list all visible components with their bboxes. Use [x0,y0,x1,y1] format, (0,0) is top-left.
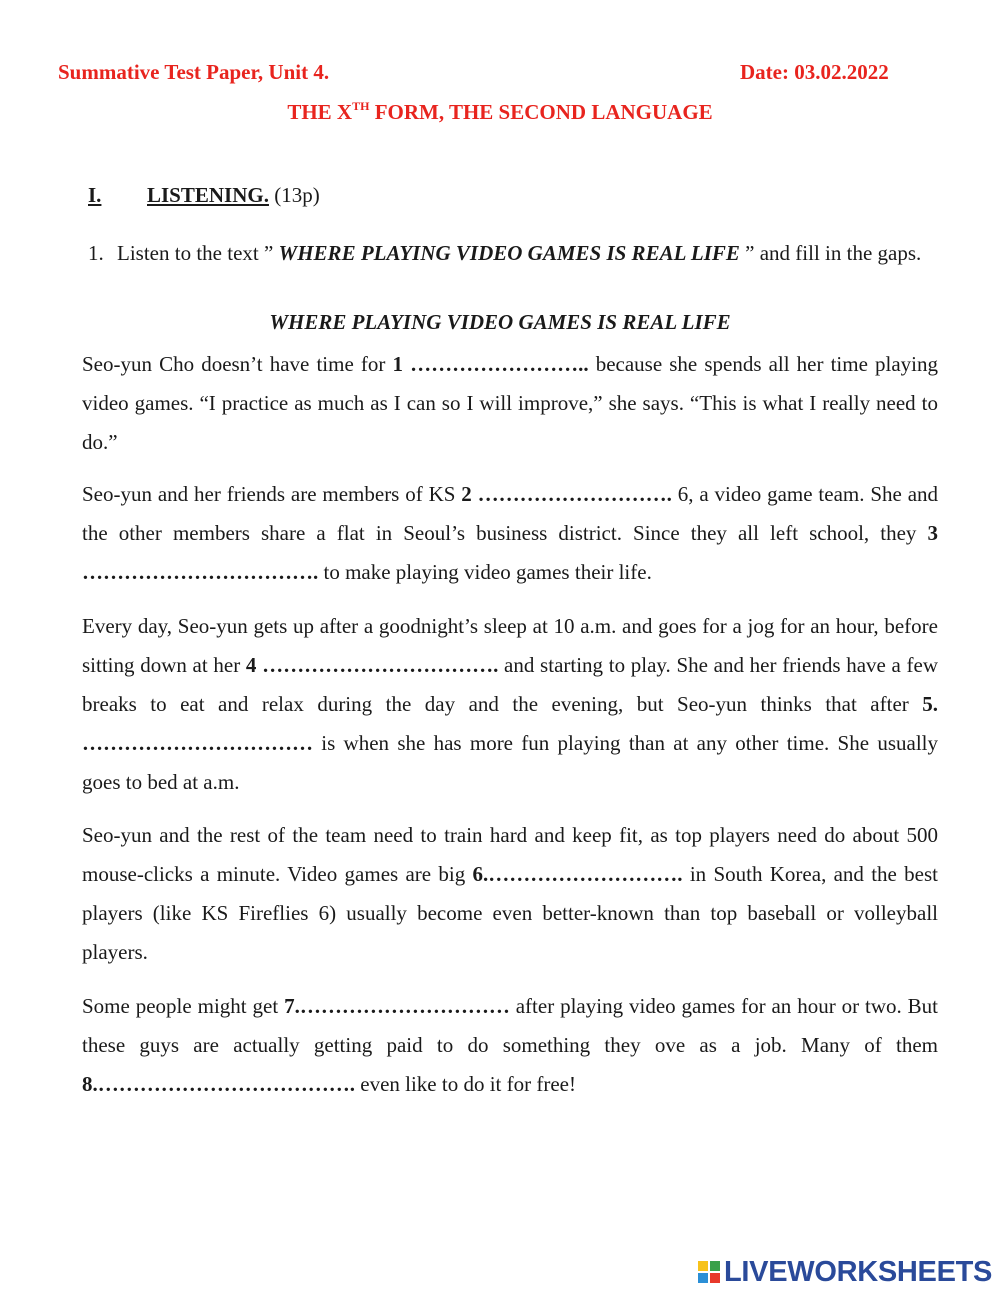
section-title: LISTENING. [147,183,269,207]
logo-block-2 [710,1261,720,1271]
p2-text-a: Seo-yun and her friends are members of KS [82,482,462,506]
header-date: Date: 03.02.2022 [740,60,889,84]
subtitle-pre: THE X [287,100,353,124]
task-text [117,238,928,268]
gap-7[interactable]: 7.………………………… [284,994,510,1018]
paragraph-5 [82,987,938,1104]
p5-text-b: after playing video games for an hour or two. But these guys are actually getting paid to do something they ove as a job. Many of them [82,994,938,1057]
logo-blocks-icon [698,1261,720,1283]
gap-4[interactable]: 4 ……………………………. [245,653,499,677]
p3-text-a: Every day, Seo-yun gets up after a goodnight’s sleep at 10 a.m. and goes for a jog for an hour, before sitting down at her [82,614,938,677]
task-instruction [88,238,928,268]
paragraph-3 [82,607,938,802]
gap-1[interactable]: 1 …………………….. [392,352,589,376]
p5-text-c: even like to do it for free! [355,1072,576,1096]
paragraph-4 [82,816,938,972]
p1-text-b: because she spends all her time playing video games. “I practice as much as I can so I will improve,” she says. “This is what I really need to do.” [82,352,939,454]
section-number: I. [88,183,102,207]
gap-5[interactable]: 5. …………………………… [82,692,938,755]
logo-text: LIVEWORKSHEETS [724,1255,993,1288]
header-test-title: Summative Test Paper, Unit 4. [58,60,330,84]
logo-block-1 [698,1261,708,1271]
passage-title: WHERE PLAYING VIDEO GAMES IS REAL LIFE [269,310,731,334]
subtitle-post: FORM, THE SECOND LANGUAGE [369,100,713,124]
subtitle-sup: TH [352,99,370,113]
logo-block-4 [710,1273,720,1283]
header-form-subtitle [0,100,1000,125]
p3-text-c: is when she has more fun playing than at any other time. She usually goes to bed at a.m. [82,731,938,794]
p2-text-c: to make playing video games their life. [318,560,652,584]
gap-8[interactable]: 8.………………………………. [82,1072,355,1096]
p4-text-a: Seo-yun and the rest of the team need to train hard and keep fit, as top players need do about 500 mouse-clicks a minute. Video games are big [82,823,938,886]
p2-text-b: 6, a video game team. She and the other members share a flat in Seoul’s business district. Since they all left school, they [82,482,939,545]
liveworksheets-logo [698,1254,992,1290]
p5-text-a: Some people might get [82,994,285,1018]
gap-3[interactable]: 3 ……………………………. [82,521,938,584]
section-points: (13p) [274,183,320,207]
gap-2[interactable]: 2 ………………………. [461,482,672,506]
p3-text-b: and starting to play. She and her friends have a few breaks to eat and relax during the day and the evening, but Seo-yun thinks that after [82,653,939,716]
logo-block-3 [698,1273,708,1283]
task-number: 1. [88,241,104,265]
task-pre: Listen to the text ” [117,241,279,265]
p4-text-b: in South Korea, and the best players (like KS Fireflies 6) usually become even better-known than top baseball or volleyball players. [82,862,939,964]
task-post: ” and fill in the gaps. [739,241,922,265]
paragraph-2 [82,475,938,592]
paragraph-1 [82,345,938,462]
task-title: WHERE PLAYING VIDEO GAMES IS REAL LIFE [278,241,740,265]
p1-text-a: Seo-yun Cho doesn’t have time for [82,352,393,376]
section-title-wrap [147,183,320,208]
section-heading [88,183,320,208]
gap-6[interactable]: 6.………………………. [472,862,683,886]
